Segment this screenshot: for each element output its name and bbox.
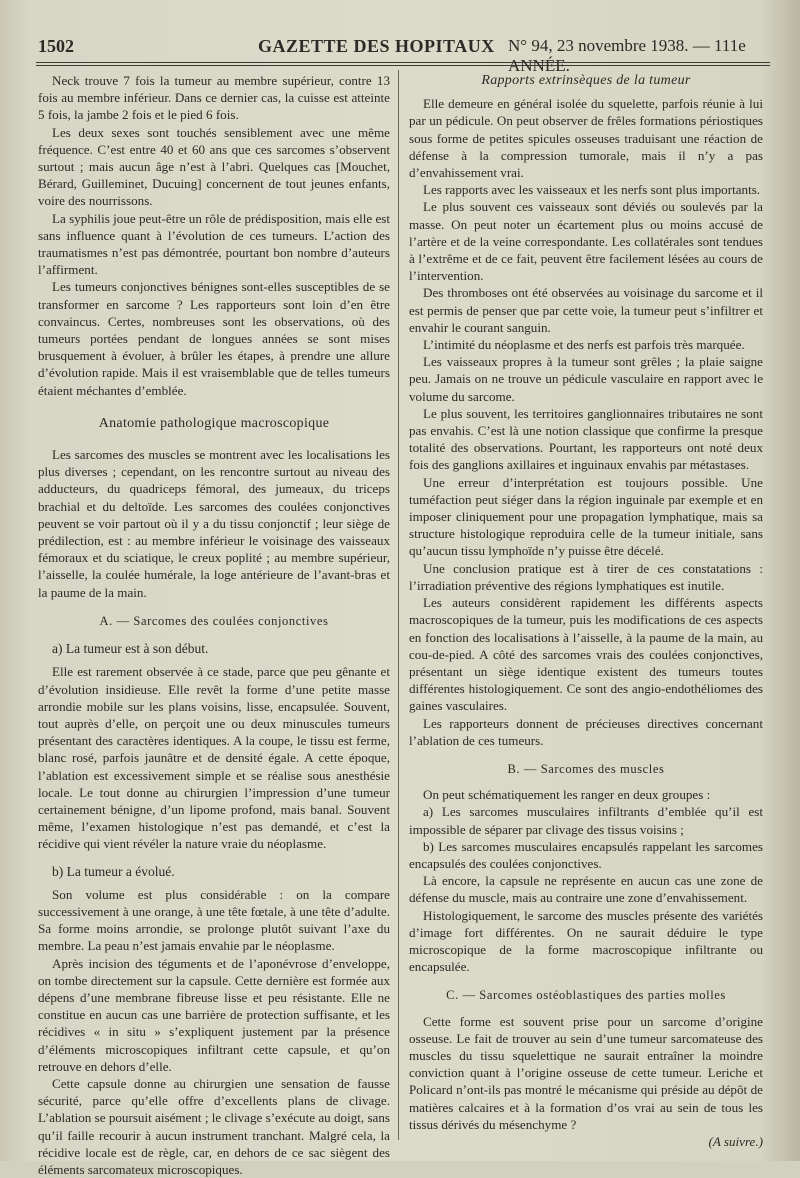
to-be-continued: (A suivre.) bbox=[708, 1133, 763, 1149]
paragraph: Les tumeurs conjonctives bénignes sont-elles susceptibles de se transformer en sarcome ? Les rapporteurs sont loin d’en être convaincus. Certes, nombreuses sont les observations, où des tumeurs portées pendant de longues années se sont mises brusquement à évoluer, à brûler les étapes, à prendre une allure d’évolution rapide. Mais il est vraisemblable que de telles tumeurs étaient méchantes d’emblée. bbox=[38, 279, 390, 398]
header-rule-double bbox=[36, 65, 770, 66]
paragraph: La syphilis joue peut-être un rôle de prédisposition, mais elle est sans influence quant à l’évolution de ces tumeurs. L’action des traumatismes n’est pas démontrée, pourtant bon nombre d’auteurs l’affirment. bbox=[38, 210, 390, 278]
subsubsection-heading: a) La tumeur est à son début. bbox=[52, 641, 209, 657]
section-heading: Anatomie pathologique macroscopique bbox=[98, 415, 330, 431]
paragraph: Les rapporteurs donnent de précieuses directives concernant l’ablation de ces tumeurs. bbox=[409, 715, 763, 748]
page-header bbox=[30, 30, 770, 75]
paragraph: Une conclusion pratique est à tirer de ces constatations : l’irradiation préventive des régions lymphatiques est inutile. bbox=[409, 560, 763, 593]
paragraph: Cette forme est souvent prise pour un sarcome d’origine osseuse. Le fait de trouver au sein d’une tumeur sarcomateuse des muscles du tissu squelettique ne saurait entraîner la moindre conviction quant à l’origine osseuse de cette tumeur. Leriche et Policard n’ont-ils pas montré le mécanisme qui préside au dépôt de matières calcaires et à la formation d’os vrai au sein de tous les tissus dérivés du mésenchyme ? bbox=[409, 1013, 763, 1132]
page-number: 1502 bbox=[38, 36, 74, 56]
paragraph: Le plus souvent, les territoires ganglionnaires tributaires ne sont pas envahis. C’est là une notion classique que confirme la presque totalité des observations. Pourtant, les rapporteurs ont noté deux fois des ganglions axillaires et inguinaux envahis par métastases. bbox=[409, 405, 763, 473]
paragraph: Là encore, la capsule ne représente en aucun cas une zone de défense du muscle, mais au contraire une zone d’envahissement. bbox=[409, 873, 763, 906]
issue-line: N° 94, 23 novembre 1938. — 111e ANNÉE. bbox=[508, 36, 746, 75]
paragraph: Les vaisseaux propres à la tumeur sont grêles ; la plaie saigne peu. Jamais on ne trouve un pédicule vasculaire en rapport avec le volume du sarcome. bbox=[409, 354, 763, 404]
paragraph: Elle demeure en général isolée du squelette, parfois réunie à lui par un pédicule. On peut observer de frêles formations périostiques sous forme de petites spicules osseuses traduisant une réaction de défense à la compression tumorale, mais il n’y a pas d’envahissement vrai. bbox=[409, 96, 763, 181]
paragraph: Le plus souvent ces vaisseaux sont déviés ou soulevés par la masse. On peut noter un écartement plus ou moins accusé de l’artère et de la veine correspondante. Les collatérales sont tendues à l’extrême et de ce fait, peuvent être facilement lésées au cours de l’intervention. bbox=[409, 199, 763, 284]
paragraph: Son volume est plus considérable : on la compare successivement à une orange, à une tête fœtale, à une tête d’adulte. Sa forme moins arrondie, se prolonge plutôt suivant l’axe du membre. La peau n’est jamais envahie par le néoplasme. bbox=[38, 886, 390, 954]
paragraph: Une erreur d’interprétation est toujours possible. Une tuméfaction peut siéger dans la région inguinale par exemple et en imposer cliniquement pour une propagation lymphatique, mais sa structure histologique reproduira celle de la tumeur initiale, sans qu’aucun tissu lymphoïde n’y puisse être décelé. bbox=[409, 474, 763, 559]
paragraph: Les deux sexes sont touchés sensiblement avec une même fréquence. C’est entre 40 et 60 ans que ces sarcomes s’observent surtout ; mais aucun âge n’est à l’abri. Quelques cas [Mouchet, Bérard, Guilleminet, Ducuing] concernent de tout jeunes enfants, voire des nourrissons. bbox=[38, 124, 390, 209]
paragraph: b) Les sarcomes musculaires encapsulés rappelant les sarcomes encapsulés des coulées conjonctives. bbox=[409, 838, 763, 871]
paragraph: a) Les sarcomes musculaires infiltrants d’emblée qu’il est impossible de séparer par clivage des tissus voisins ; bbox=[409, 804, 763, 837]
subsection-heading: C. — Sarcomes ostéoblastiques des parties molles bbox=[446, 988, 726, 1003]
right-column bbox=[409, 72, 763, 1150]
subsubsection-heading: b) La tumeur a évolué. bbox=[52, 863, 175, 879]
paragraph: Elle est rarement observée à ce stade, parce que peu gênante et d’évolution insidieuse. Elle revêt la forme d’une petite masse arrondie mobile sur les plans voisins, lisse, encapsulée. Souvent, tout auprès d’elle, on perçoit une ou deux minuscules tumeurs présentant des caractères identiques. A la coupe, le tissu est ferme, blanc rosé, parfois jaunâtre et de densité égale. A cette époque, l’ablation est excessivement simple et se réalise sous anesthésie locale. Le tout donne au chirurgien l’impression d’une tumeur certainement bénigne, d’un lipome profond, mais banal. Souvent même, l’examen histologique n’est pas demandé, et c’est la récidive qui vient révéler la nature vraie du néoplasme. bbox=[38, 664, 390, 852]
section-heading: Rapports extrinsèques de la tumeur bbox=[481, 73, 691, 88]
paragraph: Histologiquement, le sarcome des muscles présente des variétés d’image fort différentes. On ne saurait déduire le type microscopique de la forme macroscopique infiltrante ou encapsulée. bbox=[409, 907, 763, 975]
left-column bbox=[38, 72, 390, 1178]
paragraph: Neck trouve 7 fois la tumeur au membre supérieur, contre 13 fois au membre inférieur. Dans ce dernier cas, la cuisse est atteinte 5 fois, la jambe 2 fois et le pied 6 fois. bbox=[38, 73, 390, 123]
paragraph: On peut schématiquement les ranger en deux groupes : bbox=[423, 787, 711, 803]
paragraph: L’intimité du néoplasme et des nerfs est parfois très marquée. bbox=[423, 337, 745, 353]
paragraph: Cette capsule donne au chirurgien une sensation de fausse sécurité, parce qu’elle offre d’excellents plans de clivage. L’ablation se poursuit aisément ; le clivage s’exécute au doigt, sans qu’il faille recourir à aucun instrument tranchant. Malgré cela, la récidive locale est de règle, car, en dehors de ce sac siègent des éléments sarcomateux microscopiques. bbox=[38, 1075, 390, 1177]
column-divider bbox=[398, 70, 399, 1140]
paragraph: Les sarcomes des muscles se montrent avec les localisations les plus diverses ; cependant, on les rencontre surtout au niveau des adducteurs, du quadriceps fémoral, des jumeaux, du triceps brachial et du deltoïde. Les sarcomes des coulées conjonctives peuvent se voir partout où il y a du tissu conjonctif ; leur siège de prédilection, est : au membre inférieur le voisinage des vaisseaux fémoraux et du sciatique, le creux poplité ; au membre supérieur, l’aisselle, la coulée humérale, la loge antérieure de l’avant-bras et la paume de la main. bbox=[38, 447, 390, 600]
journal-title: GAZETTE DES HOPITAUX bbox=[258, 36, 495, 56]
paragraph: Des thromboses ont été observées au voisinage du sarcome et il est permis de penser que par cette voie, la tumeur peut s’infiltrer et envahir le courant sanguin. bbox=[409, 285, 763, 335]
paragraph: Après incision des téguments et de l’aponévrose d’enveloppe, on tombe directement sur la capsule. Cette dernière est formée aux dépens d’une membrane fibreuse lisse et peu résistante. Elle ne constitue en aucun cas une barrière de protection suffisante, et les récidives « in situ » s’expliquent justement par la présence d’éléments microscopiques infiltrant cette capsule, et qu’on retrouve en dehors d’elle. bbox=[38, 955, 390, 1074]
paragraph: Les auteurs considèrent rapidement les différents aspects macroscopiques de la tumeur, puis les modifications de ces aspects en fonction des localisations à l’aisselle, à la paume de la main, au cou-de-pied. A côté des sarcomes vrais des coulées conjonctives, présentant un siège identique existent des tumeurs toutes différentes histologiquement. Ce sont des angio-endothéliomes des gaines vasculaires. bbox=[409, 595, 763, 714]
subsection-heading: B. — Sarcomes des muscles bbox=[507, 761, 665, 776]
subsection-heading: A. — Sarcomes des coulées conjonctives bbox=[99, 613, 329, 628]
header-rule bbox=[36, 62, 770, 63]
paragraph: Les rapports avec les vaisseaux et les nerfs sont plus importants. bbox=[423, 182, 761, 198]
